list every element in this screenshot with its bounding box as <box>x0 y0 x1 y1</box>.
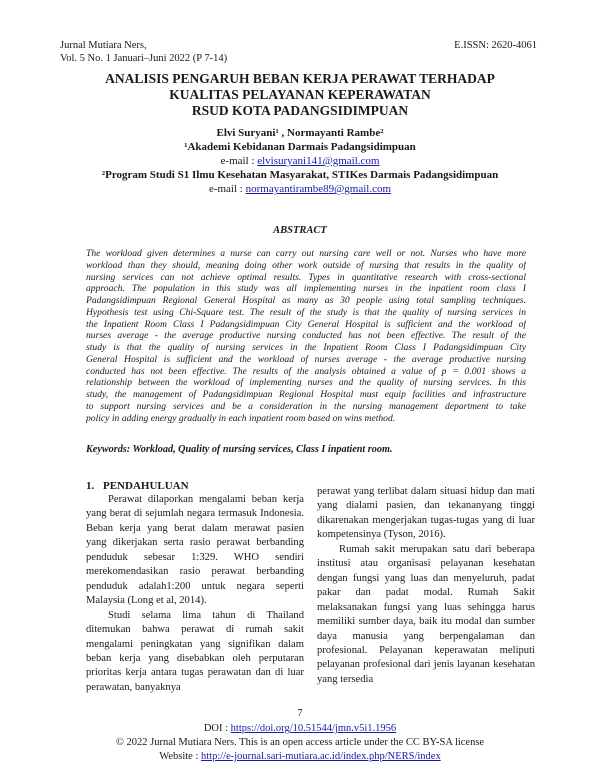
journal-eissn: E.ISSN: 2620-4061 <box>454 40 537 51</box>
abstract-line: relationship between the workload of implementing nurses and the quality of nursing services. In this <box>86 377 526 389</box>
abstract-line: to support nursing services and be a consideration in the nursing management department to take <box>86 400 526 412</box>
website-link[interactable]: http://e-journal.sari-mutiara.ac.id/index.php/NERS/index <box>201 751 441 762</box>
website-label: Website : <box>159 751 202 762</box>
affiliation-1: ¹Akademi Kebidanan Darmais Padangsidimpuan <box>184 141 416 153</box>
page-number: 7 <box>297 708 303 719</box>
section-number: 1. <box>86 480 95 492</box>
paper-title-line-3: RSUD KOTA PADANGSIDIMPUAN <box>191 103 409 118</box>
abstract-body <box>86 248 526 424</box>
abstract-line: Hypothesis test using Chi-Square test. The result of the study is that the quality of nursing services in <box>86 306 526 318</box>
abstract-line: workload than they should, meaning doing other work outside of nursing that results in the quality of <box>86 259 526 271</box>
doi-link[interactable]: https://doi.org/10.51544/jmn.v5i1.1956 <box>230 723 397 734</box>
paragraph: perawat yang terlibat dalam situasi hidup dan mati yang dialami pasien, dan tekananyang tinggi dikarenakan mengerjakan tugas-tugas yang di luar kompetensinya (Tyson, 2016). <box>317 486 535 541</box>
paper-title-line-2: KUALITAS PELAYANAN KEPERAWATAN <box>169 87 431 102</box>
abstract-line: The workload given determines a nurse can carry out nursing care well or not. Nurses who have more <box>86 248 526 259</box>
doi-line <box>0 722 600 735</box>
paragraph: Rumah sakit merupakan satu dari beberapa institusi atau organisasi pelayanan kesehatan dengan fungsi yang luas dan menyeluruh, padat pakar dan padat modal. Rumah Sakit melaksanakan fungsi yang luas sehingga harus memiliki sumber daya, baik itu modal dan sumber daya manusia yang berpengalaman dan profesional. Pelayanan keperawatan meliputi pelayanan profesional dari jenis layanan kesehatan yang tersedia <box>317 543 535 685</box>
journal-name: Jurnal Mutiara Ners, <box>60 40 147 51</box>
keywords: Keywords: Workload, Quality of nursing services, Class I inpatient room. <box>86 444 393 455</box>
abstract-line: nursing services can not achieve optimal results. Types in quantitative research with cross-sectional <box>86 271 526 283</box>
abstract-line: approach. The population in this study was all implementing nurses in the inpatient room class I <box>86 283 526 295</box>
abstract-heading: ABSTRACT <box>273 225 327 236</box>
author-names: Elvi Suryani¹ , Normayanti Rambe² <box>216 127 384 139</box>
paper-title-line-1: ANALISIS PENGARUH BEBAN KERJA PERAWAT TERHADAP <box>105 71 495 86</box>
website-line <box>0 750 600 763</box>
column-right <box>317 485 535 687</box>
email-line-1 <box>0 155 600 169</box>
email-line-2 <box>0 183 600 197</box>
abstract-line: the Inpatient Room Class I Padangsidimpuan City General Hospital is sufficient and the workload of <box>86 318 526 330</box>
paragraph: Perawat dilaporkan mengalami beban kerja yang berat di sejumlah negara termasuk Indonesia. Beban kerja yang berat dalam merawat pasien yang dikerjakan serta rasio perawat berbanding penduduk sebesar 1:329. WHO sendiri merekomendasikan rasio perawat berbanding penduduk adalah1:200 untuk negara seperti Malaysia (Long et al, 2014). <box>86 494 304 607</box>
journal-volume: Vol. 5 No. 1 Januari–Juni 2022 (P 7-14) <box>60 53 228 64</box>
email-link-2[interactable]: normayantirambe89@gmail.com <box>245 183 392 195</box>
doi-label: DOI : <box>203 723 231 734</box>
abstract-line: nurses average - the average productive nursing conducted has not been effective. The result of the <box>86 330 526 342</box>
email-label-2: e-mail : <box>208 183 246 195</box>
affiliation-2: ²Program Studi S1 Ilmu Kesehatan Masyarakat, STIKes Darmais Padangsidimpuan <box>101 169 499 181</box>
column-left <box>86 493 304 695</box>
section-heading: PENDAHULUAN <box>103 480 189 492</box>
abstract-line: General Hospital is sufficient and the workload of nurses average - the average productive nursing <box>86 353 526 365</box>
abstract-line: study is that the quality of nursing services in the Inpatient Room Class I Padangsidimpuan City <box>86 342 526 353</box>
license-line: © 2022 Jurnal Mutiara Ners. This is an open access article under the CC BY-SA license <box>115 737 485 748</box>
email-label-1: e-mail : <box>220 155 258 167</box>
abstract-line: Padangsidimpuan Regional General Hospital as many as 30 people using total sampling techniques. <box>86 295 526 306</box>
paragraph: Studi selama lima tahun di Thailand ditemukan bahwa perawat di rumah sakit mengalami peningkatan yang signifikan dalam beban kerja yang disebabkan oleh perputaran prioritas kerja antara tugas perawatan dan di luar perawatan, banyaknya <box>86 609 304 693</box>
abstract-line: study, the management of Padangsidimpuan Regional Hospital must equip facilities and infrastructure <box>86 389 526 400</box>
abstract-line: conducted has not been effective. The results of the analysis obtained a value of p = 0.001 shows a <box>86 365 526 377</box>
abstract-line: policy in adding energy gradually in each inpatient room based on wins method. <box>86 412 396 424</box>
email-link-1[interactable]: elvisuryani141@gmail.com <box>257 155 380 167</box>
